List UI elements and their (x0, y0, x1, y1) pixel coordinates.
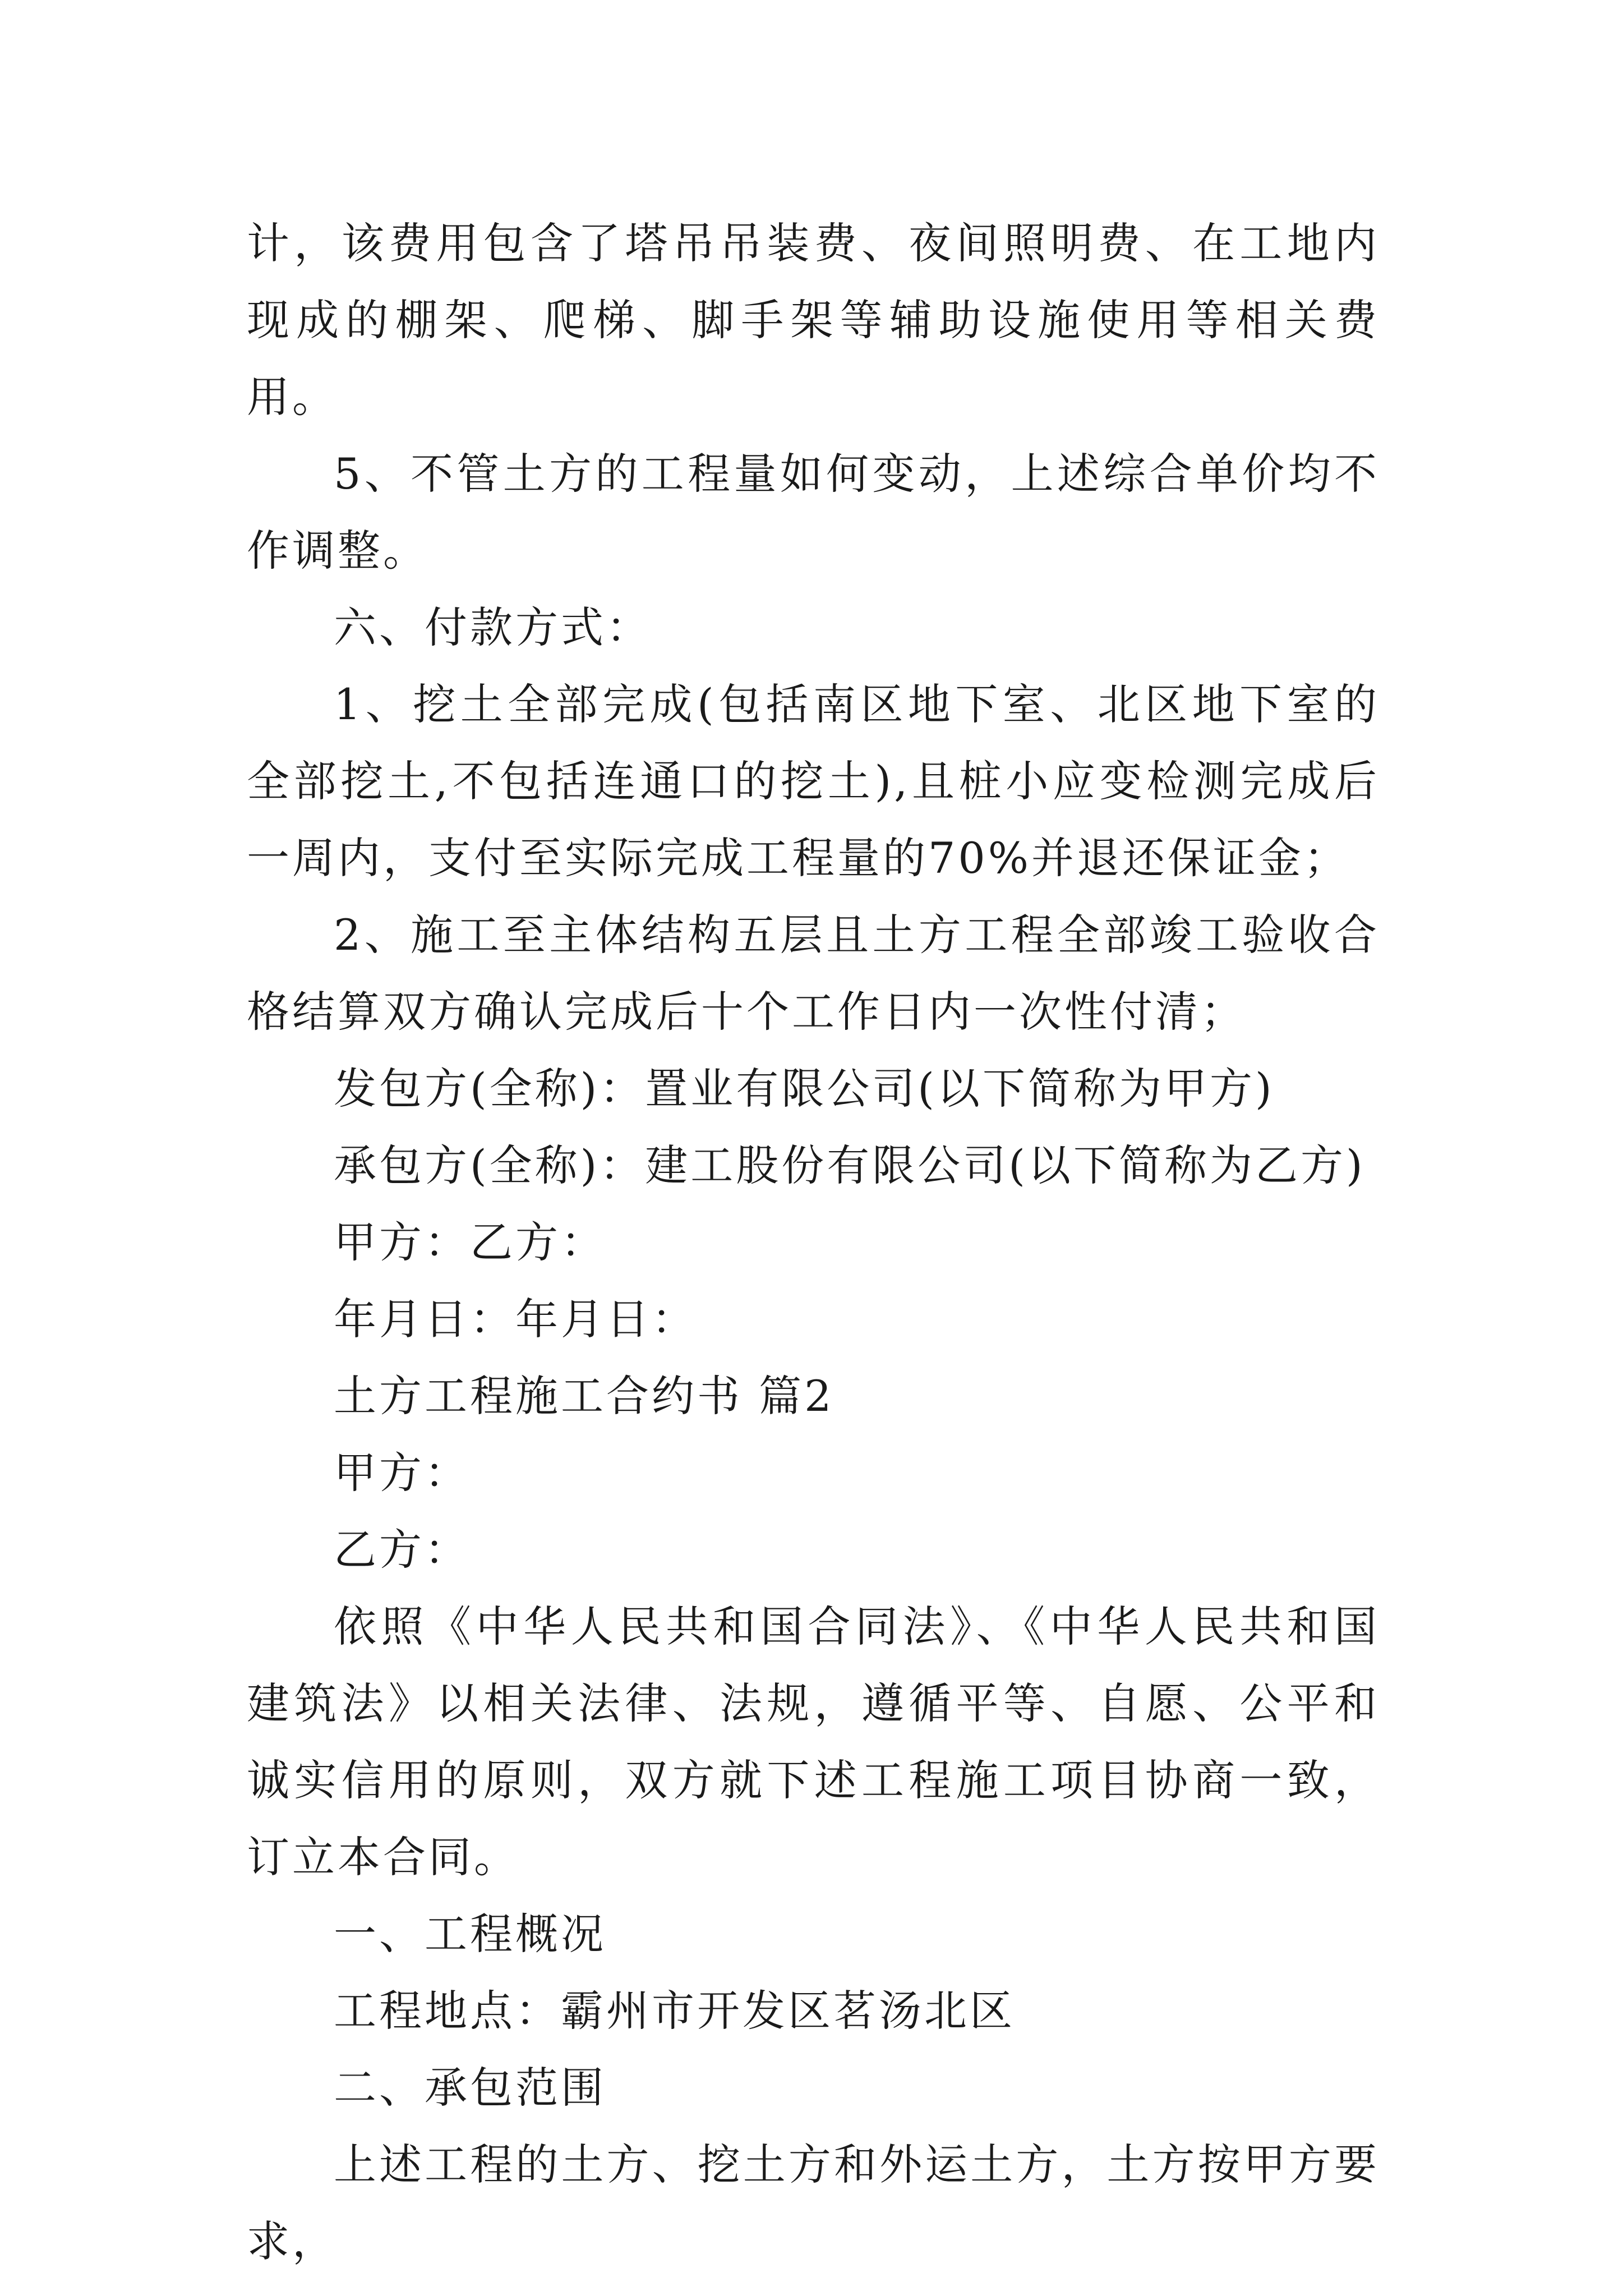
heading-payment-method: 六、付款方式： (334, 602, 652, 652)
heading-contract-scope: 二、承包范围 (334, 2063, 606, 2113)
contract-title-part-2: 土方工程施工合约书 篇2 (334, 1371, 834, 1421)
document-body (247, 205, 1380, 2280)
paragraph-party-b: 乙方： (334, 1525, 470, 1575)
heading-project-overview: 一、工程概况 (334, 1909, 606, 1959)
paragraph-unit-price: 5、不管土方的工程量如何变动，上述综合单价均不作调整。 (247, 449, 1380, 576)
paragraph-payment-1: 1、挖土全部完成(包括南区地下室、北区地下室的全部挖土,不包括连通口的挖土),且桩小应变检测完成后一周内，支付至实际完成工程量的70%并退还保证金； (247, 679, 1380, 883)
paragraph-party-signatures: 甲方：乙方： (334, 1217, 606, 1267)
paragraph-fee-note: 计，该费用包含了塔吊吊装费、夜间照明费、在工地内现成的棚架、爬梯、脚手架等辅助设施使用等相关费用。 (247, 218, 1380, 422)
paragraph-party-a: 甲方： (334, 1448, 470, 1498)
paragraph-employer: 发包方(全称)：置业有限公司(以下简称为甲方) (334, 1064, 1275, 1114)
paragraph-scope-details: 上述工程的土方、挖土方和外运土方，土方按甲方要求， (247, 2139, 1380, 2266)
paragraph-dates: 年月日：年月日： (334, 1294, 697, 1344)
paragraph-legal-basis: 依照《中华人民共和国合同法》、《中华人民共和国建筑法》以相关法律、法规，遵循平等、自愿、公平和诚实信用的原则，双方就下述工程施工项目协商一致，订立本合同。 (247, 1602, 1380, 1882)
paragraph-payment-2: 2、施工至主体结构五层且土方工程全部竣工验收合格结算双方确认完成后十个工作日内一次性付清； (247, 910, 1380, 1037)
paragraph-contractor: 承包方(全称)：建工股份有限公司(以下简称为乙方) (334, 1140, 1366, 1190)
paragraph-project-location: 工程地点：霸州市开发区茗汤北区 (334, 1986, 1015, 2036)
